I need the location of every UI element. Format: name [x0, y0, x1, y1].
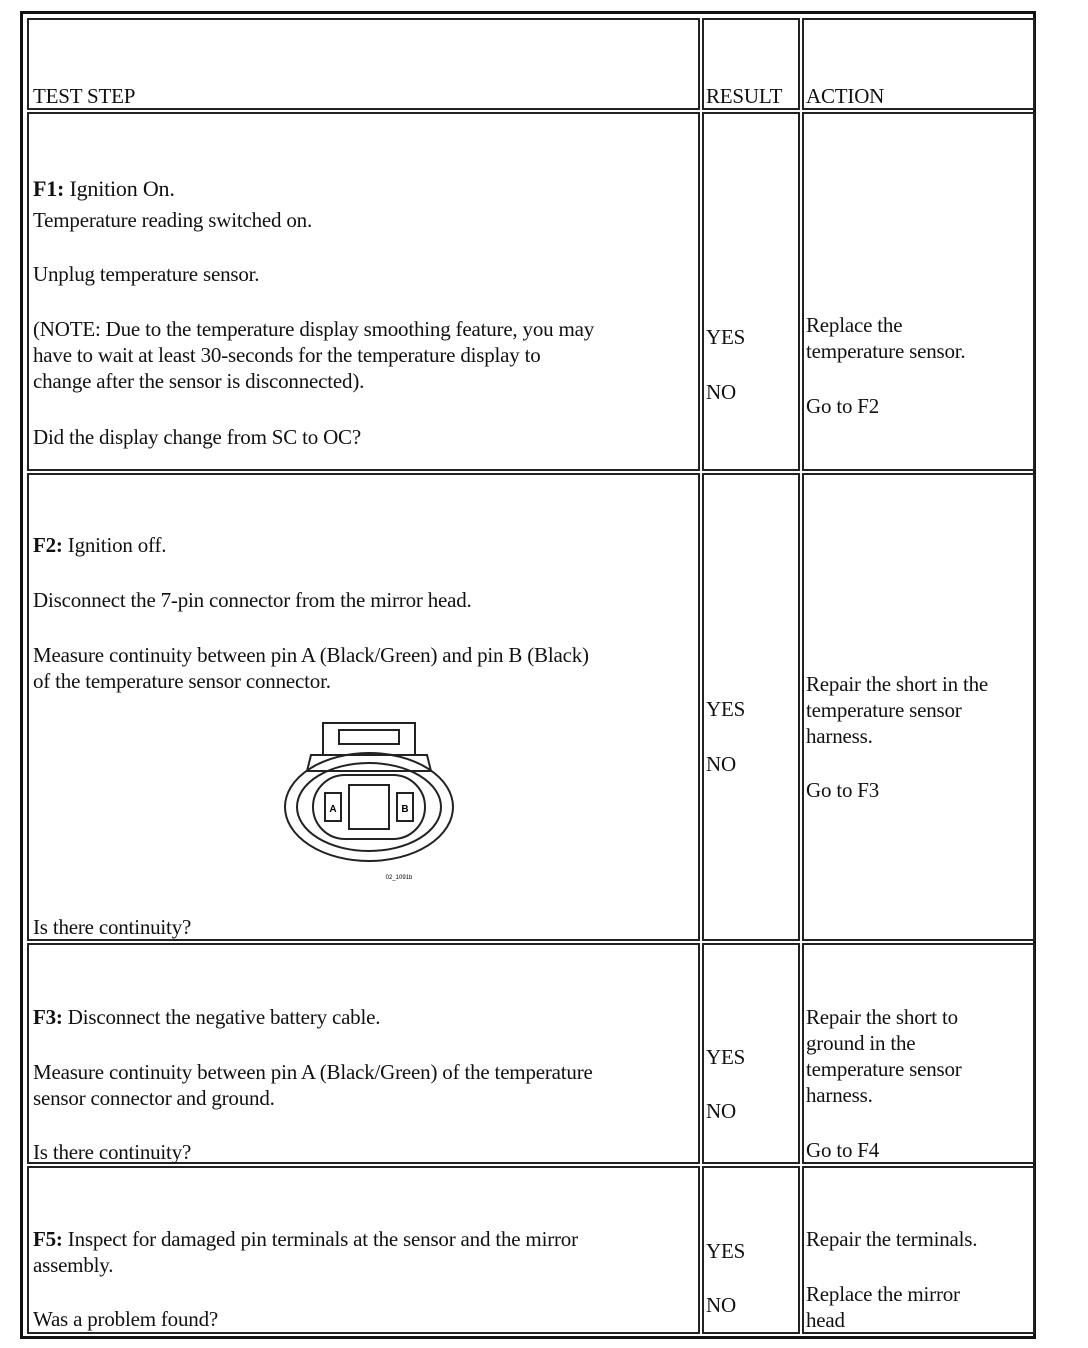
figure-caption: 02_1091b [385, 875, 413, 881]
header-result-cell [702, 18, 800, 110]
f5-heading [33, 1226, 578, 1252]
f2-action-yes: harness. [806, 724, 873, 748]
f1-line: Unplug temperature sensor. [33, 262, 260, 286]
f3-title: Disconnect the negative battery cable. [62, 1005, 381, 1029]
f1-action-yes: temperature sensor. [806, 339, 966, 363]
f3-line: Measure continuity between pin A (Black/Green) of the temperature [33, 1060, 593, 1084]
f1-note-line: have to wait at least 30-seconds for the temperature display to [33, 343, 541, 367]
f3-action-yes: Repair the short to [806, 1005, 958, 1029]
f2-result-no: NO [706, 752, 736, 776]
header-action-cell [802, 18, 1035, 110]
f2-line: Disconnect the 7-pin connector from the mirror head. [33, 588, 472, 612]
f3-result-yes: YES [706, 1045, 746, 1069]
temperature-sensor-connector-diagram [279, 715, 459, 885]
f3-action-yes: temperature sensor [806, 1057, 962, 1081]
header-action: ACTION [806, 84, 885, 108]
f5-title: Inspect for damaged pin terminals at the sensor and the mirror [62, 1227, 578, 1251]
f3-line: sensor connector and ground. [33, 1086, 275, 1110]
f1-line: Temperature reading switched on. [33, 208, 313, 232]
f1-result-cell [702, 112, 800, 471]
diagnostic-table [20, 11, 1036, 1339]
f5-result-no: NO [706, 1293, 736, 1317]
f2-result-yes: YES [706, 697, 746, 721]
f1-title: Ignition On. [64, 176, 175, 201]
f1-step-cell [27, 112, 700, 471]
f3-step-cell [27, 943, 700, 1164]
header-result: RESULT [706, 84, 783, 108]
connector-latch-slot [339, 730, 399, 744]
f3-action-no: Go to F4 [806, 1138, 880, 1162]
f3-question: Is there continuity? [33, 1140, 192, 1164]
f5-action-no: head [806, 1308, 845, 1332]
f1-heading [33, 176, 175, 202]
f3-action-yes: ground in the [806, 1031, 916, 1055]
pin-a-label: A [329, 804, 337, 815]
f2-result-cell [702, 473, 800, 941]
f1-action-no: Go to F2 [806, 394, 880, 418]
f3-heading [33, 1004, 380, 1030]
connector-inner-shell [297, 763, 441, 851]
f1-result-no: NO [706, 380, 736, 404]
f2-line: of the temperature sensor connector. [33, 669, 331, 693]
f5-question: Was a problem found? [33, 1307, 219, 1331]
f1-action-cell [802, 112, 1035, 471]
f1-note-line: change after the sensor is disconnected). [33, 369, 365, 393]
f1-action-yes: Replace the [806, 313, 903, 337]
f2-action-yes: Repair the short in the [806, 672, 989, 696]
f5-result-cell [702, 1166, 800, 1334]
f3-action-cell [802, 943, 1035, 1164]
f3-label: F3: [33, 1005, 63, 1029]
header-test-step: TEST STEP [33, 84, 136, 108]
pin-b-label: B [401, 804, 409, 815]
f1-result-yes: YES [706, 325, 746, 349]
header-test-step-cell [27, 18, 700, 110]
f5-step-cell [27, 1166, 700, 1334]
f2-step-cell [27, 473, 700, 941]
f2-action-no: Go to F3 [806, 778, 880, 802]
connector-key [349, 785, 389, 829]
f2-action-cell [802, 473, 1035, 941]
f5-action-cell [802, 1166, 1035, 1334]
f3-action-yes: harness. [806, 1083, 873, 1107]
f2-question: Is there continuity? [33, 915, 192, 939]
f5-result-yes: YES [706, 1239, 746, 1263]
f1-label: F1: [33, 176, 65, 201]
f1-note-line: (NOTE: Due to the temperature display smoothing feature, you may [33, 317, 595, 341]
f3-result-no: NO [706, 1099, 736, 1123]
f1-question: Did the display change from SC to OC? [33, 425, 361, 449]
f2-title: Ignition off. [62, 533, 167, 557]
f2-heading [33, 532, 166, 558]
f3-result-cell [702, 943, 800, 1164]
f5-action-no: Replace the mirror [806, 1282, 960, 1306]
connector-latch [323, 723, 415, 755]
f2-label: F2: [33, 533, 63, 557]
f5-label: F5: [33, 1227, 63, 1251]
connector-outer-shell [285, 753, 453, 861]
f2-action-yes: temperature sensor [806, 698, 962, 722]
f2-line: Measure continuity between pin A (Black/Green) and pin B (Black) [33, 643, 589, 667]
f5-action-yes: Repair the terminals. [806, 1227, 978, 1251]
f5-line: assembly. [33, 1253, 114, 1277]
